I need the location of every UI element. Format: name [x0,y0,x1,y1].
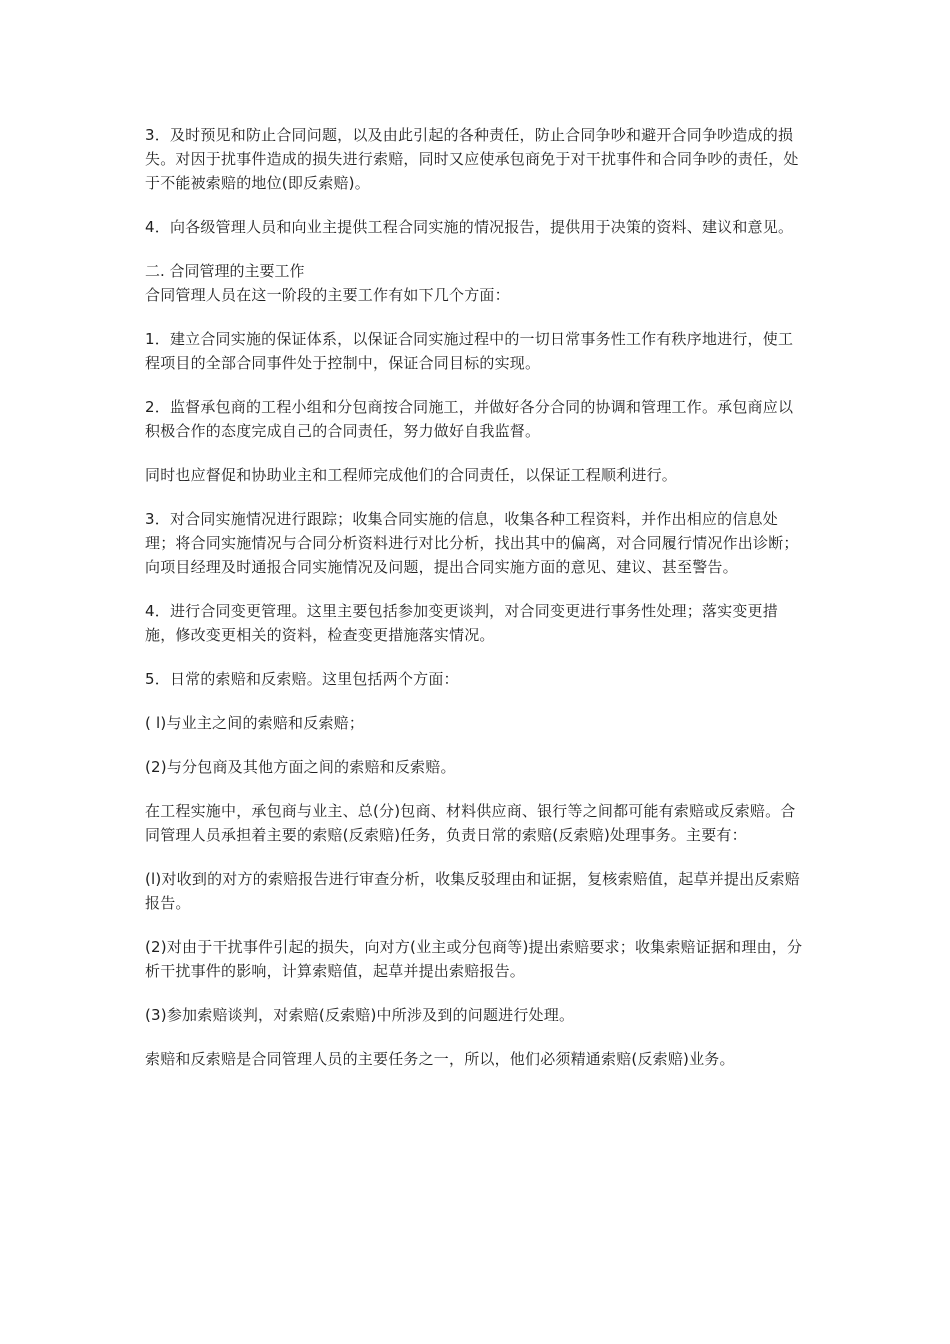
paragraph-conclusion: 索赔和反索赔是合同管理人员的主要任务之一，所以，他们必须精通索赔(反索赔)业务。 [145,1050,735,1068]
section-intro: 合同管理人员在这一阶段的主要工作有如下几个方面： [145,286,510,304]
paragraph-item-3-tracking: 3．对合同实施情况进行跟踪；收集合同实施的信息，收集各种工程资料，并作出相应的信息处理；将合同实施情况与合同分析资料进行对比分析，找出其中的偏离，对合同履行情况作出诊断；向项目经理及时通报合同实施情况及问题，提出合同实施方面的意见、建议、甚至警告。 [145,510,799,576]
paragraph-task-submit: (2)对由于干扰事件引起的损失，向对方(业主或分包商等)提出索赔要求；收集索赔证据和理由，分析干扰事件的影响，计算索赔值，起草并提出索赔报告。 [145,938,803,980]
paragraph-item-1-guarantee: 1．建立合同实施的保证体系，以保证合同实施过程中的一切日常事务性工作有秩序地进行，使工程项目的全部合同事件处于控制中，保证合同目标的实现。 [145,330,794,372]
paragraph-item-3-forecast: 3．及时预见和防止合同问题，以及由此引起的各种责任，防止合同争吵和避开合同争吵造成的损失。对因于扰事件造成的损失进行索赔，同时又应使承包商免于对干扰事件和合同争吵的责任，处于不能被索赔的地位(即反索赔)。 [145,126,799,192]
paragraph-task-review: (l)对收到的对方的索赔报告进行审查分析，收集反驳理由和证据，复核索赔值，起草并提出反索赔报告。 [145,870,800,912]
paragraph-assist-owner: 同时也应督促和协助业主和工程师完成他们的合同责任，以保证工程顺利进行。 [145,466,678,484]
paragraph-item-2-supervise: 2．监督承包商的工程小组和分包商按合同施工，并做好各分合同的协调和管理工作。承包商应以积极合作的态度完成自己的合同责任，努力做好自我监督。 [145,398,794,440]
paragraph-item-4-report: 4．向各级管理人员和向业主提供工程合同实施的情况报告，提供用于决策的资料、建议和意见。 [145,218,794,236]
section-heading: 二. 合同管理的主要工作 [145,262,305,280]
paragraph-subitem-subcontractor-claims: (2)与分包商及其他方面之间的索赔和反索赔。 [145,758,456,776]
paragraph-claims-overview: 在工程实施中，承包商与业主、总(分)包商、材料供应商、银行等之间都可能有索赔或反索赔。合同管理人员承担着主要的索赔(反索赔)任务，负责日常的索赔(反索赔)处理事务。主要有： [145,802,796,844]
paragraph-item-4-change: 4．进行合同变更管理。这里主要包括参加变更谈判，对合同变更进行事务性处理；落实变更措施，修改变更相关的资料，检查变更措施落实情况。 [145,602,778,644]
paragraph-subitem-owner-claims: ( l)与业主之间的索赔和反索赔； [145,714,365,732]
paragraph-item-5-claims: 5．日常的索赔和反索赔。这里包括两个方面： [145,670,459,688]
document-page [145,123,805,1071]
paragraph-task-negotiate: (3)参加索赔谈判，对索赔(反索赔)中所涉及到的问题进行处理。 [145,1006,575,1024]
